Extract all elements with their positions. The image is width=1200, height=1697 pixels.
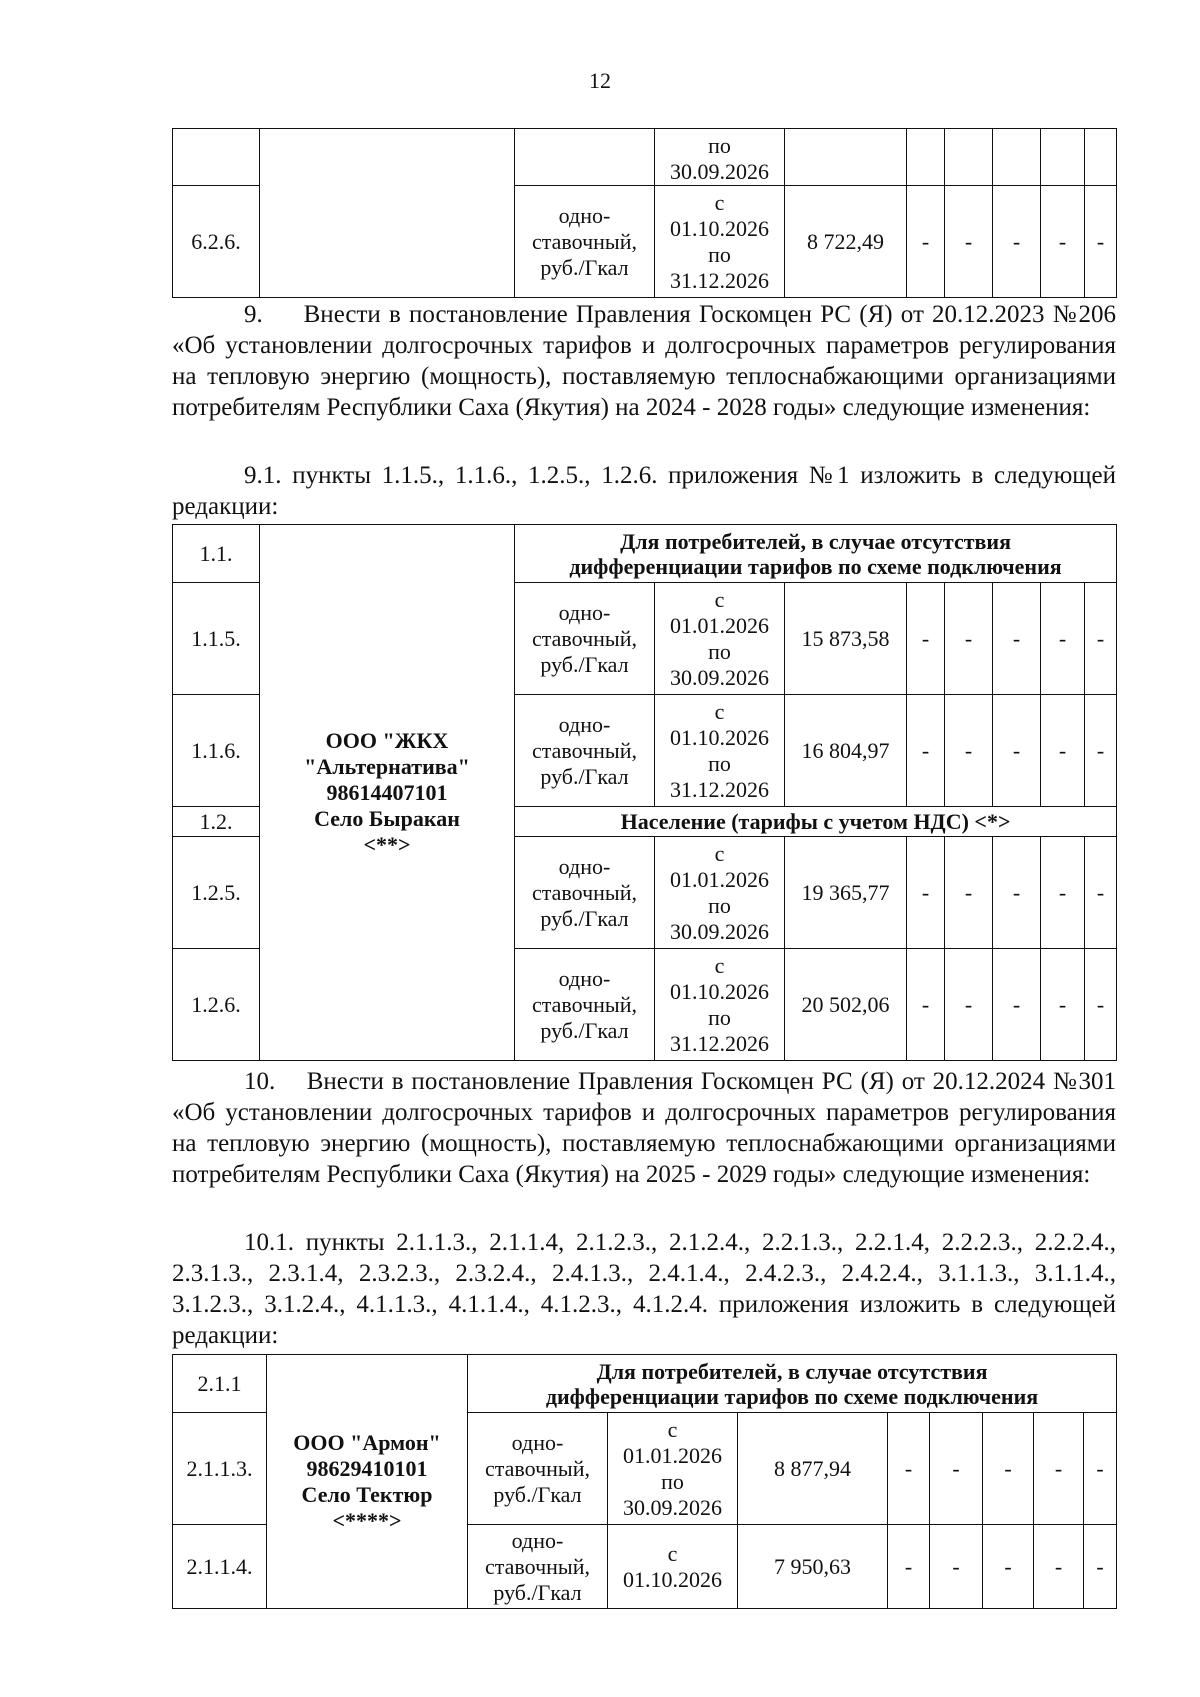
section-header: Население (тарифы с учетом НДС) <*>: [515, 807, 1117, 837]
rate-type: одно- ставочный, руб./Гкал: [515, 583, 655, 695]
dash-cell: -: [1041, 837, 1085, 949]
dash-cell: -: [1084, 1525, 1117, 1609]
tariff-value: 8 722,49: [785, 186, 907, 298]
dash-cell: -: [993, 949, 1041, 1061]
tariff-table-continuation: [172, 128, 1117, 298]
period: с 01.01.2026 по 30.09.2026: [608, 1413, 738, 1525]
tariff-value: 20 502,06: [785, 949, 907, 1061]
section-header: Для потребителей, в случае отсутствия дифференциации тарифов по схеме подключения: [515, 525, 1117, 583]
dash-cell: -: [993, 695, 1041, 807]
dash-cell: -: [993, 186, 1041, 298]
dash-cell: -: [907, 949, 945, 1061]
dash-cell: -: [1085, 186, 1117, 298]
paragraph-9: 9. Внести в постановление Правления Госкомцен РС (Я) от 20.12.2023 №206 «Об установлении долгосрочных тарифов и долгосрочных параметров регулирования на тепловую энергию (мощность), поставляемую теплоснабжающими организациями потребителям Республики Саха (Якутия) на 2024 - 2028 годы» следующие изменения:: [172, 301, 1116, 421]
rate-type: одно- ставочный, руб./Гкал: [515, 949, 655, 1061]
row-number: 1.2.6.: [173, 949, 260, 1061]
organization-name: ООО "Армон" 98629410101 Село Тектюр <****>: [267, 1355, 468, 1609]
tariff-value: 8 877,94: [738, 1413, 888, 1525]
dash-cell: -: [907, 186, 945, 298]
section-row: [173, 525, 1117, 583]
rate-type: одно- ставочный, руб./Гкал: [468, 1413, 608, 1525]
dash-cell: [945, 129, 993, 186]
dash-cell: -: [1041, 583, 1085, 695]
dash-cell: -: [945, 583, 993, 695]
dash-cell: -: [983, 1525, 1034, 1609]
row-number: 1.1.5.: [173, 583, 260, 695]
period: с 01.01.2026 по 30.09.2026: [655, 583, 785, 695]
dash-cell: -: [945, 949, 993, 1061]
dash-cell: -: [1041, 695, 1085, 807]
tariff-table-armon: [172, 1354, 1117, 1609]
dash-cell: -: [1084, 1413, 1117, 1525]
tariff-value: 16 804,97: [785, 695, 907, 807]
dash-cell: -: [993, 837, 1041, 949]
dash-cell: -: [983, 1413, 1034, 1525]
row-number: 2.1.1.3.: [173, 1413, 267, 1525]
dash-cell: -: [888, 1413, 930, 1525]
dash-cell: -: [1041, 949, 1085, 1061]
period: по 30.09.2026: [655, 129, 785, 186]
period: с 01.10.2026 по 31.12.2026: [655, 186, 785, 298]
row-number: 6.2.6.: [173, 186, 260, 298]
tariff-value: 7 950,63: [738, 1525, 888, 1609]
paragraph-10: 10. Внести в постановление Правления Госкомцен РС (Я) от 20.12.2024 №301 «Об установлении долгосрочных тарифов и долгосрочных параметров регулирования на тепловую энергию (мощность), поставляемую теплоснабжающими организациями потребителям Республики Саха (Якутия) на 2025 - 2029 годы» следующие изменения:: [172, 1068, 1116, 1188]
table-row: [173, 129, 1117, 186]
dash-cell: -: [1041, 186, 1085, 298]
period: с 01.10.2026: [608, 1525, 738, 1609]
dash-cell: [993, 129, 1041, 186]
dash-cell: -: [907, 695, 945, 807]
dash-cell: [1041, 129, 1085, 186]
rate-type: одно- ставочный, руб./Гкал: [515, 695, 655, 807]
tariff-table-alternativa: [172, 524, 1117, 1061]
dash-cell: -: [1085, 695, 1117, 807]
period: с 01.01.2026 по 30.09.2026: [655, 837, 785, 949]
dash-cell: -: [930, 1413, 983, 1525]
section-number: 1.1.: [173, 525, 260, 583]
section-number: 2.1.1: [173, 1355, 267, 1413]
tariff-value: 15 873,58: [785, 583, 907, 695]
dash-cell: -: [907, 837, 945, 949]
row-number: 2.1.1.4.: [173, 1525, 267, 1609]
rate-type: [515, 129, 655, 186]
dash-cell: -: [930, 1525, 983, 1609]
dash-cell: -: [945, 695, 993, 807]
section-number: 1.2.: [173, 807, 260, 837]
tariff-value: [785, 129, 907, 186]
section-row: [173, 1355, 1117, 1413]
dash-cell: -: [993, 583, 1041, 695]
dash-cell: [1085, 129, 1117, 186]
dash-cell: -: [1085, 837, 1117, 949]
dash-cell: -: [1034, 1525, 1084, 1609]
dash-cell: [907, 129, 945, 186]
dash-cell: -: [888, 1525, 930, 1609]
section-header: Для потребителей, в случае отсутствия дифференциации тарифов по схеме подключения: [468, 1355, 1117, 1413]
row-number: 1.2.5.: [173, 837, 260, 949]
row-number: [173, 129, 260, 186]
dash-cell: -: [1085, 583, 1117, 695]
organization-name: ООО "ЖКХ "Альтернатива" 98614407101 Село Быракан <**>: [260, 525, 515, 1061]
org-cell: [260, 129, 515, 298]
dash-cell: -: [1085, 949, 1117, 1061]
dash-cell: -: [945, 837, 993, 949]
row-number: 1.1.6.: [173, 695, 260, 807]
rate-type: одно- ставочный, руб./Гкал: [468, 1525, 608, 1609]
tariff-value: 19 365,77: [785, 837, 907, 949]
dash-cell: -: [907, 583, 945, 695]
period: с 01.10.2026 по 31.12.2026: [655, 949, 785, 1061]
page-number: 12: [589, 68, 611, 93]
rate-type: одно- ставочный, руб./Гкал: [515, 186, 655, 298]
dash-cell: -: [945, 186, 993, 298]
paragraph-9-1: 9.1. пункты 1.1.5., 1.1.6., 1.2.5., 1.2.6. приложения №1 изложить в следующей редакции:: [172, 462, 1116, 520]
paragraph-10-1: 10.1. пункты 2.1.1.3., 2.1.1.4, 2.1.2.3., 2.1.2.4., 2.2.1.3., 2.2.1.4, 2.2.2.3., 2.2.2.4., 2.3.1.3., 2.3.1.4, 2.3.2.3., 2.3.2.4., 2.4.1.3., 2.4.1.4., 2.4.2.3., 2.4.2.4., 3.1.1.3., 3.1.1.4., 3.1.2.3., 3.1.2.4., 4.1.1.3., 4.1.1.4., 4.1.2.3., 4.1.2.4. приложения изложить в следующей редакции:: [172, 1229, 1116, 1349]
dash-cell: -: [1034, 1413, 1084, 1525]
rate-type: одно- ставочный, руб./Гкал: [515, 837, 655, 949]
period: с 01.10.2026 по 31.12.2026: [655, 695, 785, 807]
